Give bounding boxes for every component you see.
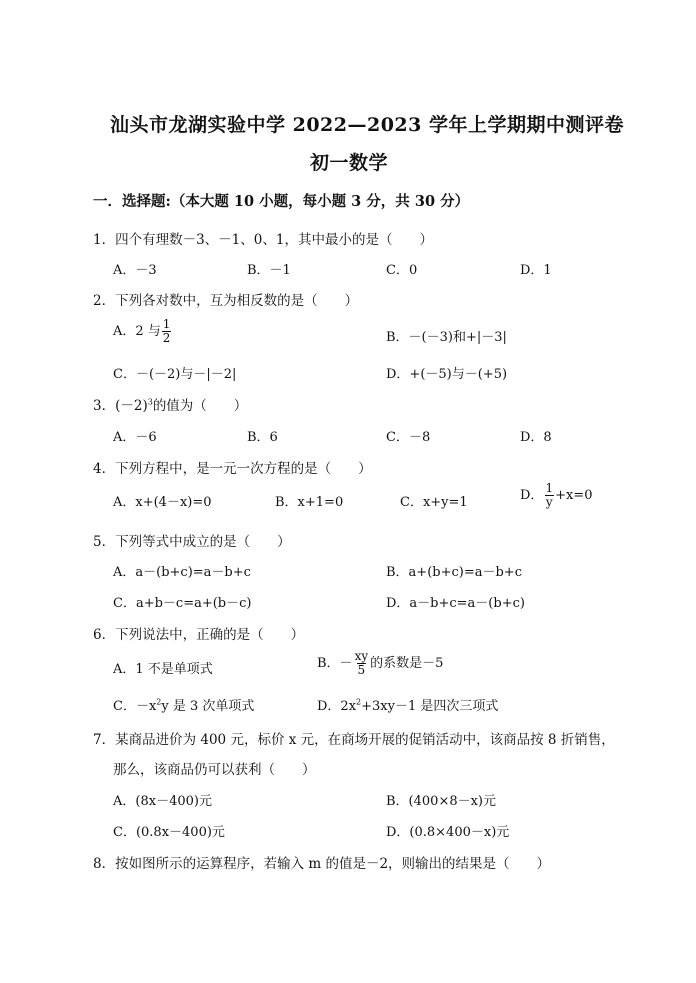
exam-title: 汕头市龙湖实验中学 2022—2023 学年上学期期中测评卷	[110, 114, 624, 136]
numerator: 1	[545, 481, 554, 495]
q1-option-c: C．0	[386, 263, 418, 278]
q6-option-d	[317, 695, 498, 714]
q3-exponent: 3	[147, 397, 153, 407]
denominator: y	[545, 495, 553, 509]
q2-option-d: D．+(－5)与－(+5)	[386, 367, 508, 382]
q2-option-a-text: A．2 与	[113, 324, 161, 339]
q6-option-c-post: y 是 3 次单项式	[161, 699, 255, 714]
question-5-stem: 5．下列等式中成立的是（ ）	[93, 534, 291, 550]
question-6-stem: 6．下列说法中，正确的是（ ）	[93, 627, 305, 643]
q3-stem-pre: 3．(－2)	[93, 398, 148, 414]
denominator: 5	[357, 663, 366, 677]
denominator: 2	[162, 331, 171, 345]
q7-option-c: C．(0.8x－400)元	[113, 825, 225, 840]
q6-option-b-rest: 的系数是－5	[370, 656, 444, 671]
q2-option-a	[113, 318, 172, 345]
q3-option-c: C．－8	[386, 430, 431, 445]
q7-option-a: A．(8x－400)元	[113, 794, 212, 809]
q1-option-d: D．1	[520, 263, 552, 278]
q6-option-a: A．1 不是单项式	[113, 662, 213, 677]
q4-option-c: C．x+y=1	[400, 495, 468, 510]
q3-stem-post: 的值为（ ）	[152, 398, 248, 414]
q5-option-c: C．a+b－c=a+(b－c)	[113, 596, 252, 611]
q6-option-c-exponent: 2	[156, 697, 162, 707]
fraction	[354, 650, 370, 677]
question-7-stem-line1: 7．某商品进价为 400 元，标价 x 元，在商场开展的促销活动中，该商品按 8 折销售，	[93, 732, 615, 748]
q5-option-a: A．a－(b+c)=a－b+c	[113, 565, 251, 580]
question-3-stem	[93, 394, 247, 414]
question-4-stem: 4．下列方程中，是一元一次方程的是（ ）	[93, 461, 372, 477]
question-7-stem-line2: 那么，该商品仍可以获利（ ）	[113, 762, 316, 778]
q6-option-d-pre: D．2x	[317, 699, 357, 714]
q6-option-c	[113, 695, 254, 714]
q1-option-a: A．－3	[113, 263, 157, 278]
q6-option-b	[317, 650, 443, 677]
q7-option-b: B．(400×8－x)元	[386, 794, 497, 809]
q6-option-d-post: +3xy－1 是四次三项式	[361, 699, 499, 714]
q1-option-b: B．－1	[247, 263, 291, 278]
q4-option-b: B．x+1=0	[275, 495, 344, 510]
question-1-stem: 1．四个有理数－3、－1、0、1，其中最小的是（ ）	[93, 232, 433, 248]
q3-option-b: B．6	[247, 430, 278, 445]
q4-option-a: A．x+(4－x)=0	[113, 495, 212, 510]
section-heading: 一．选择题:（本大题 10 小题，每小题 3 分，共 30 分）	[93, 193, 470, 210]
q4-option-d-label: D．	[520, 488, 544, 503]
q2-option-b: B．－(－3)和+|－3|	[386, 330, 507, 345]
q3-option-d: D．8	[520, 430, 552, 445]
q5-option-b: B．a+(b+c)=a－b+c	[386, 565, 522, 580]
numerator: 1	[162, 317, 171, 331]
numerator: xy	[354, 649, 369, 663]
question-8-stem: 8．按如图所示的运算程序，若输入 m 的值是－2，则输出的结果是（ ）	[93, 856, 551, 872]
q4-option-d-rest: +x=0	[555, 488, 593, 503]
q5-option-d: D．a－b+c=a－(b+c)	[386, 596, 525, 611]
q7-option-d: D．(0.8×400－x)元	[386, 825, 510, 840]
exam-subtitle: 初一数学	[310, 152, 389, 174]
question-2-stem: 2．下列各对数中，互为相反数的是（ ）	[93, 293, 359, 309]
q6-option-d-exponent: 2	[356, 697, 362, 707]
fraction	[544, 482, 554, 509]
q6-option-c-pre: C．－x	[113, 699, 157, 714]
q6-option-b-label: B．－	[317, 656, 353, 671]
q4-option-d	[520, 482, 592, 509]
q3-option-a: A．－6	[113, 430, 157, 445]
fraction	[162, 318, 172, 345]
q2-option-c: C．－(－2)与－|－2|	[113, 367, 237, 382]
